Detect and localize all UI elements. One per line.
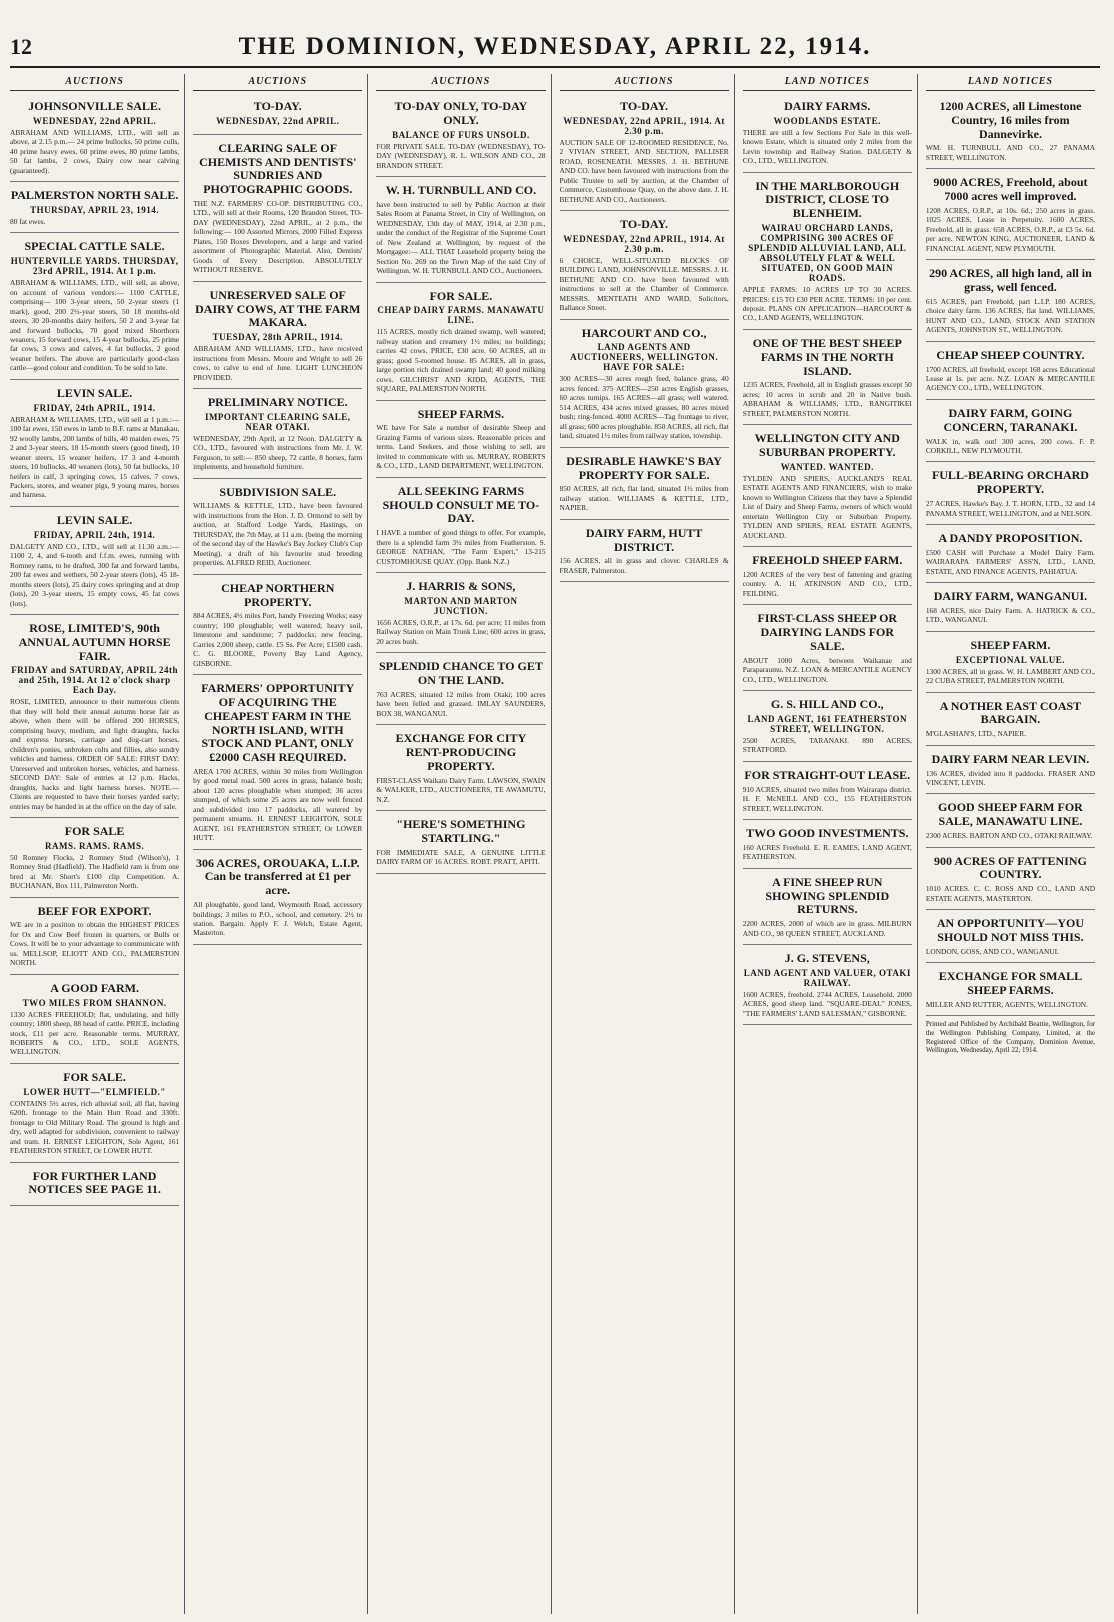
ad-body: WE have For Sale a number of desirable Sheep and Grazing Farms of various sizes. Reasonable prices and terms. Land Seekers, and those wishing to sell, are invited to communicate with us. MURRAY, ROBERTS & CO., LTD., LAND DEPARTMENT, WELLINGTON. xyxy=(376,423,546,471)
masthead xyxy=(10,28,1100,68)
page-number: 12 xyxy=(10,34,32,59)
classified-ad xyxy=(10,96,179,182)
ad-heading: TO-DAY. xyxy=(620,217,669,232)
ad-subheading: RAMS. RAMS. RAMS. xyxy=(44,840,145,851)
ad-body: 1208 ACRES, O.R.P., at 10s. 6d.; 250 acres in grass. 1025 ACRES, Lease in Perpetuity. 1600 ACRES, Freehold, all in grass. 658 ACRES, O.R.P., at £3 5s. 6d. per acre. NEWTON KING, AUCTIONEER, LAND & FINANCIAL AGENT, NEW PLYMOUTH. xyxy=(925,205,1096,253)
ad-body: 2200 ACRES, 2000 of which are in grass. MILBURN AND CO., 98 QUEEN STREET, AUCKLAND. xyxy=(742,919,912,938)
ad-body: I HAVE a number of good things to offer. For example, there is a splendid farm 3½ miles from Featherston. S. GEORGE NATHAN, "The Farm Expert," 13-215 CUSTOMHOUSE QUAY. (Opp. Bank N.Z.) xyxy=(376,528,546,566)
classified-ad xyxy=(926,851,1095,911)
ad-body: 615 ACRES, part Freehold, part L.I.P. 180 ACRES, choice dairy farm. 136 ACRES, flat land. WILLIAMS, HUNT AND CO., LAND, STOCK AND STATION AGENTS, JOHNSTON ST., WELLINGTON. xyxy=(925,296,1096,335)
classified-ad xyxy=(926,403,1095,463)
ad-heading: 900 ACRES OF FATTENING COUNTRY. xyxy=(934,853,1087,882)
ad-body: 910 ACRES, situated two miles from Wairarapa district. H. F. McNEILL AND CO., 155 FEATHERSTON STREET, WELLINGTON. xyxy=(742,784,912,813)
classified-ad xyxy=(560,451,729,520)
ad-heading: SHEEP FARM. xyxy=(970,637,1051,652)
ad-heading: TWO GOOD INVESTMENTS. xyxy=(746,826,909,841)
ad-body: ROSE, LIMITED, announce to their numerous clients that they will hold their annual autumn horse fair as above, when there will be offered 200 HORSES, comprising heavy, medium, and light draughts, hacks and express horses, carriage and dog-cart horses, children's ponies, unbroken colts and fillies, also sundry vehicles and harness. ORDER OF SALE: FIRST DAY: Unreserved and unbroken horses, vehicles, and harness. SECOND DAY: Sale of entries at 12 p.m. Hacks, draughts, hacks and light harness horses. NOTE.—Clients are requested to have their horses yarded early; entries may be handed in at the office on the day of sale. xyxy=(10,697,180,811)
ad-heading: DESIRABLE HAWKE'S BAY PROPERTY FOR SALE. xyxy=(566,453,722,482)
ad-body: 1600 ACRES, freehold. 2744 ACRES, Leasehold. 2000 ACRES, good sheep land. "SQUARE-DEAL" JONES, "THE FARMERS' LAND SALESMAN," GISBORNE. xyxy=(742,989,912,1018)
ad-subheading: BALANCE OF FURS UNSOLD. xyxy=(392,129,530,140)
ad-body: AREA 1700 ACRES, within 30 miles from Wellington by good metal road. 500 acres in grass, balance bush; about 120 acres ploughable when stumped; 36 acres stumped, of which some 25 acres are now well fenced and subdivided into 17 paddocks, all watered by permanent streams. H. ERNEST LEIGHTON, SOLE AGENT, 161 FEATHERSTON STREET, Or LOWER HUTT. xyxy=(193,766,363,843)
ad-body: £500 CASH will Purchase a Model Dairy Farm. WAIRARAPA FARMERS' ASS'N, LTD., LAND, ESTATE, AND FINANCE AGENTS, PAHIATUA. xyxy=(925,547,1096,576)
ad-body: 300 ACRES—30 acres rough feed, balance grass, 40 acres fenced. 375 ACRES—250 acres English grasses, 60 acres turnips. 165 ACRES—all grass; well watered. 514 ACRES, 434 acres mixed grasses, 80 acres mixed bush; ring-fenced. 4000 ACRES—Tag frontage to river, all grass; 600 acres ploughable. 850 ACRES, all rich, flat land, situated 1½ miles from railway station, township. xyxy=(559,374,729,441)
ad-body: CONTAINS 5½ acres, rich alluvial soil, all flat, having 620ft. frontage to the Main Hutt Road and 330ft. frontage to Old Military Road. The ground is high and dry, well adapted for subdivision, convenient to railway and tram. H. ERNEST LEIGHTON, Sole Agent, 161 FEATHERSTON STREET, Or LOWER HUTT. xyxy=(10,1098,180,1156)
classified-ad xyxy=(743,176,912,330)
ad-subheading: WEDNESDAY, 22nd APRIL, 1914. At 2.30 p.m. xyxy=(563,233,725,254)
ad-heading: BEEF FOR EXPORT. xyxy=(37,903,152,918)
ad-heading: 9000 ACRES, Freehold, about 7000 acres well improved. xyxy=(933,175,1088,204)
classified-ad xyxy=(743,694,912,762)
ad-body: THERE are still a few Sections For Sale in this well-known Estate, which is situated only 2 miles from the Levin township and Railway Station. DALGETY & CO., LTD., WELLINGTON. xyxy=(742,127,912,166)
ad-heading: JOHNSONVILLE SALE. xyxy=(28,99,161,113)
ad-heading: GOOD SHEEP FARM FOR SALE, MANAWATU LINE. xyxy=(938,800,1083,829)
ad-subheading: LOWER HUTT—"ELMFIELD." xyxy=(23,1086,166,1097)
ad-body: 763 ACRES, situated 12 miles from Otaki; 100 acres have been felled and grassed. IMLAY SAUNDERS, BOX 38, WANGANUI. xyxy=(376,689,546,718)
ad-body: 1235 ACRES, Freehold, all in English grasses except 50 acres; 10 acres in scrub and 20 in Native bush. ABRAHAM & WILLIAMS, LTD., RANGITIKEI STREET, PALMERSTON NORTH. xyxy=(742,380,912,418)
ad-heading: 290 ACRES, all high land, all in grass, well fenced. xyxy=(929,266,1092,295)
ad-body: 160 ACRES Freehold. E. R. EAMES, LAND AGENT, FEATHERSTON. xyxy=(742,842,912,862)
ad-body: TYLDEN AND SPIERS, AUCKLAND'S REAL ESTATE AGENTS AND FINANCIERS, wish to make known to Wellington Citizens that they have a Splendid List of Dairy and Sheep Farms, owners of which would entertain Wellington City or Suburban Property. TYLDEN AND SPIERS, REAL ESTATE AGENTS, AUCKLAND. xyxy=(742,473,912,540)
column-heading: AUCTIONS xyxy=(10,76,179,91)
ad-heading: FREEHOLD SHEEP FARM. xyxy=(752,553,903,568)
ad-body: DALGETY AND CO., LTD., will sell at 11.30 a.m.:— 1100 2, 4, and 6-tooth and f.f.m. ewes, running with Romney rams, to be drafted, 300 fat and forward lambs, 200 fat ewes and wethers, 50 2-year steers (lots), 45 18-months steers (lots), 25 dairy cows springing and at drop (lots), 20 3-year steers, 15 empty cows, 45 fat cows (lots). xyxy=(10,541,180,608)
ad-body: 850 ACRES, all rich, flat land, situated 1½ miles from railway station. WILLIAMS & KETTLE, LTD., NAPIER. xyxy=(559,484,729,513)
ad-subheading: WAIRAU ORCHARD LANDS, COMPRISING 300 ACRES OF SPLENDID ALLUVIAL LAND, ALL ABSOLUTELY FLAT & WELL SITUATED, ON GOOD MAIN ROADS. xyxy=(748,223,907,284)
classified-ad xyxy=(743,428,912,547)
ad-body: LONDON, GOSS, AND CO., WANGANUI. xyxy=(925,946,1059,956)
classified-ad xyxy=(193,853,362,945)
classified-ad xyxy=(560,323,729,448)
ad-heading: EXCHANGE FOR SMALL SHEEP FARMS. xyxy=(938,969,1083,997)
ad-subheading: LAND AGENT, 161 FEATHERSTON STREET, WELLINGTON. xyxy=(747,713,908,734)
classified-ad xyxy=(926,797,1095,847)
classified-ad xyxy=(193,285,362,389)
ad-body: WE are in a position to obtain the HIGHEST PRICES for Ox and Cow Beef frozen in quarters, or Bulls or Cows. It will be to your advantage to communicate with us. MELLSOP, ELIOTT AND CO., PALMERSTON NORTH. xyxy=(10,920,180,968)
classified-ad xyxy=(926,966,1095,1016)
column-1 xyxy=(10,74,185,1614)
ad-body: THE N.Z. FARMERS' CO-OP. DISTRIBUTING CO., LTD., will sell at their Rooms, 120 Brandon Street, TO-DAY (WEDNESDAY), 22nd APRIL, at 2 p.m., the following:— 100 Assorted Mirrors, 2000 Filled Express Plates, 150 Boxes Developers, and a large and varied assortment of Photographic Material. Also, Dentists' Goods of Every Description. ABSOLUTELY WITHOUT RESERVE. xyxy=(193,198,363,275)
classified-ad xyxy=(926,528,1095,583)
classified-ad xyxy=(743,823,912,869)
ad-body: 115 ACRES, mostly rich drained swamp, well watered; railway station and creamery 1½ miles; no buildings; carries 42 cows. PRICE, £30 acre. 60 ACRES, all in grass; good 5-roomed house. 85 ACRES, all in grass, large portion rich drained swamp land; 40 good milking cows. GILCHRIST AND KIDD, AGENTS, THE SQUARE, PALMERSTON NORTH. xyxy=(376,327,546,394)
classified-ad xyxy=(743,608,912,691)
classified-ad xyxy=(193,678,362,850)
ad-subheading: WEDNESDAY, 22nd APRIL. xyxy=(216,115,340,126)
ad-subheading: WEDNESDAY, 22nd APRIL. xyxy=(32,115,157,126)
ad-body: 2300 ACRES. BARTON AND CO., OTAKI RAILWAY. xyxy=(925,831,1093,841)
ad-heading: DAIRY FARM, HUTT DISTRICT. xyxy=(585,525,703,554)
ad-body: 27 ACRES, Hawke's Bay. J. T. HORN, LTD., 32 and 14 PANAMA STREET, WELLINGTON, and at NELSON. xyxy=(925,499,1096,518)
ad-heading: ALL SEEKING FARMS SHOULD CONSULT ME TO-DAY. xyxy=(382,483,540,526)
ad-subheading: WANTED. WANTED. xyxy=(780,461,874,472)
ad-heading: PALMERSTON NORTH SALE. xyxy=(10,188,179,203)
ad-body: have been instructed to sell by Public Auction at their Sales Room at Panama Street, in City of Wellington, on WEDNESDAY, 13th day of MAY, 1914, at 2.30 p.m., under the conduct of the Registrar of the Supreme Court of New Zealand at Wellington, by request of the Mortgagee:— ALL THAT Leasehold property being the Section No. 269 on the Town Map of the said City of Wellington. W. H. TURNBULL AND CO., Auctioneers. xyxy=(376,199,546,276)
classified-ad xyxy=(193,96,362,135)
column-4 xyxy=(560,74,735,1614)
ad-body: WILLIAMS & KETTLE, LTD., have been favoured with instructions from the Hon. J. D. Ormond to sell by auction, at Stafford Lodge Yards, Hastings, on THURSDAY, the 7th May, at 11 a.m. (being the morning of the second day of the Hawke's Bay Jockey Club's Cup Meeting), a draft of his favourite stud breeding properties. ALFRED REID, Auctioneer. xyxy=(193,501,363,568)
ad-heading: LEVIN SALE. xyxy=(56,385,133,400)
ad-subheading: LAND AGENT AND VALUER, OTAKI RAILWAY. xyxy=(743,967,911,988)
ad-heading: FOR SALE xyxy=(64,824,125,838)
ad-body: FOR PRIVATE SALE. TO-DAY (WEDNESDAY), TO-DAY (WEDNESDAY). R. L. WILSON AND CO., 28 BRANDON STREET. xyxy=(376,141,546,170)
ad-body: ABRAHAM & WILLIAMS, LTD., will sell, as above, on account of various vendors:— 1100 CATTLE, comprising— 100 3-year steers, 50 2-year steers (1 mark), good, 200 2½-year steers, 50 18 months-old steers, 30 20-months dairy heifers, 50 2 and 3-year fat and forward bullocks, 70 good mixed Shorthorn weaners, 15 forward cows, 15 4-year bullocks, 25 prime fat cows, 3 cows and calves, 4 fat bullocks, 2 good weaner heifers. The above are particularly good-class cattle—good colour and condition. To be sold to late. xyxy=(10,278,180,373)
classified-ad xyxy=(193,578,362,675)
column-3 xyxy=(376,74,551,1614)
classified-ad xyxy=(10,618,179,818)
ad-subheading: WOODLANDS ESTATE. xyxy=(773,115,881,126)
classified-ad xyxy=(10,383,179,507)
ad-body: 50 Romney Flocks, 2 Romney Stud (Wilson's), 1 Romney Stud (Hadfield). The Hadfield ram is from one bred at Mr. Short's £100 clip Competition. A. BUCHANAN, Box 111, Palmerston North. xyxy=(10,852,180,891)
ad-body: AUCTION SALE OF 12-ROOMED RESIDENCE, No. 2 VIVIAN STREET, AND SECTION, PALLISER ROAD, ROSENEATH. MESSRS. J. H. BETHUNE AND CO. have been favoured with instructions from the Public Trustee to sell by auction, at the Chamber of Commerce, Customhouse Quay, on the above date. J. H. BETHUNE AND CO., Auctioneers. xyxy=(559,137,729,204)
ad-heading: FULL-BEARING ORCHARD PROPERTY. xyxy=(931,468,1089,497)
ad-body: ABRAHAM AND WILLIAMS, LTD., will sell as above, at 2.15 p.m.— 24 prime bullocks, 50 prime culls, 40 prime heavy ewes, 60 prime ewes, 80 prime lambs, 50 fat lambs, 2 cows, Dairy cow near calving (guaranteed). xyxy=(10,127,180,175)
classified-ad xyxy=(376,481,545,573)
ad-body: WEDNESDAY, 29th April, at 12 Noon. DALGETY & CO., LTD., favoured with instructions from Mr. J. W. Ferguson, to sell:— 850 sheep, 72 cattle, 8 horses, farm implements, and household furniture. xyxy=(193,433,363,472)
ad-heading: PRELIMINARY NOTICE. xyxy=(207,395,348,409)
ad-body: APPLE FARMS: 10 ACRES UP TO 30 ACRES. PRICES: £15 TO £30 PER ACRE. TERMS: 10 per cent. deposit. PLANS ON APPLICATION—HARCOURT & CO., LAND AGENTS, WELLINGTON. xyxy=(742,285,912,323)
ad-body: 156 ACRES, all in grass and clover. CHARLES & FRASER, Palmerston. xyxy=(559,556,729,575)
ad-body: ABRAHAM & WILLIAMS, LTD., will sell at 1 p.m.:— 100 fat ewes, 150 ewes in lamb to B.F. rams at Manakau, 92 woolly lambs, 200 lambs of hills, 40 maiden ewes, 75 2 and 3-year steers, 18 15-month steers (good lined), 10 weaner steers, 15 weaner heifers, 17 3 and 4-month steers, 10 bullocks, 40 weaners (lots), 50 fat bullocks, 10 heifers in calf, 3 springing cows, 15 calves, 7 cows, Packers, stores, and weaner pigs, 9 young mares, horses and harness. xyxy=(10,414,180,500)
ad-body: FIRST-CLASS Waikato Dairy Farm. LAWSON, SWAIN & WALKER, LTD., AUCTIONEERS, TE AWAMUTU, N.Z. xyxy=(376,775,546,804)
ad-heading: CLEARING SALE OF CHEMISTS AND DENTISTS' SUNDRIES AND PHOTOGRAPHIC GOODS. xyxy=(199,140,357,197)
ad-heading: FARMERS' OPPORTUNITY OF ACQUIRING THE CHEAPEST FARM IN THE NORTH ISLAND, WITH STOCK AND PLANT, ONLY £2000 CASH REQUIRED. xyxy=(201,681,355,765)
classified-ad xyxy=(10,236,179,379)
ad-heading: SPLENDID CHANCE TO GET ON THE LAND. xyxy=(378,659,543,688)
classified-ad xyxy=(926,96,1095,169)
ad-heading: G. S. HILL AND CO., xyxy=(770,697,884,712)
classified-ad xyxy=(743,872,912,945)
ad-heading: A FINE SHEEP RUN SHOWING SPLENDID RETURNS. xyxy=(765,874,890,917)
classified-ad xyxy=(193,482,362,575)
ad-subheading: EXCEPTIONAL VALUE. xyxy=(955,654,1066,665)
ad-subheading: TUESDAY, 28th APRIL, 1914. xyxy=(212,332,343,343)
ad-heading: AN OPPORTUNITY—YOU SHOULD NOT MISS THIS. xyxy=(936,916,1085,944)
classified-ad xyxy=(560,214,729,320)
ad-body: 884 ACRES, 4½ miles Port, handy Freezing Works; easy country; 100 ploughable; well watered; heavy soil, limestone and sandstone; 7 paddocks; new fencing. Carries 2,000 sheep, cattle. £5 Ss. Per Acre; £1500 cash. C. G. BLOORE, Poverty Bay Land Agency, GISBORNE. xyxy=(193,611,363,668)
classified-ad xyxy=(376,656,545,725)
classified-ad xyxy=(376,814,545,874)
ad-heading: 1200 ACRES, all Limestone Country, 16 miles from Dannevirke. xyxy=(939,99,1082,141)
classified-ad xyxy=(10,978,179,1064)
ad-heading: "HERE'S SOMETHING STARTLING." xyxy=(396,817,526,845)
column-2 xyxy=(193,74,368,1614)
ad-heading: W. H. TURNBULL AND CO. xyxy=(385,183,537,197)
column-heading: LAND NOTICES xyxy=(743,76,912,91)
classified-ad xyxy=(10,901,179,975)
ad-heading: ONE OF THE BEST SHEEP FARMS IN THE NORTH ISLAND. xyxy=(752,335,902,378)
classified-ad xyxy=(926,749,1095,795)
ad-subheading: WEDNESDAY, 22nd APRIL, 1914. At 2.30 p.m. xyxy=(563,115,725,136)
classified-ad xyxy=(10,510,179,615)
ad-heading: HARCOURT AND CO., xyxy=(581,325,707,340)
classified-ad xyxy=(193,138,362,282)
ad-subheading: FRIDAY and SATURDAY, APRIL 24th and 25th, 1914. At 12 o'clock sharp Each Day. xyxy=(11,665,178,696)
classified-ad xyxy=(376,576,545,653)
ad-body: 6 CHOICE, WELL-SITUATED BLOCKS OF BUILDING LAND, JOHNSONVILLE. MESSRS. J. H. BETHUNE AND CO. have been favoured with instructions to sell at the Chamber of Commerce. MESSRS. MENTEATH AND WARD, Solicitors, Ballance Street. xyxy=(559,255,729,313)
ad-subheading: THURSDAY, APRIL 23, 1914. xyxy=(30,204,160,215)
ad-heading: J. HARRIS & SONS, xyxy=(406,579,516,594)
ad-heading: FOR FURTHER LAND NOTICES SEE PAGE 11. xyxy=(28,1168,161,1197)
classified-ad xyxy=(743,765,912,820)
ad-body: ABOUT 1000 Acres, between Waikanae and Paraparaumu. N.Z. LOAN & MERCANTILE AGENCY CO., LTD., WELLINGTON. xyxy=(742,655,912,684)
ad-body: 136 ACRES, divided into 8 paddocks. FRASER AND VINCENT, LEVIN. xyxy=(925,768,1096,787)
classified-ad xyxy=(743,550,912,605)
classified-ad xyxy=(926,263,1095,341)
column-5 xyxy=(743,74,918,1614)
column-heading: LAND NOTICES xyxy=(926,76,1095,91)
ad-heading: TO-DAY. xyxy=(253,99,302,113)
ad-heading: TO-DAY. xyxy=(620,99,669,113)
ad-heading: J. G. STEVENS, xyxy=(784,951,870,966)
ad-heading: SUBDIVISION SALE. xyxy=(219,484,337,499)
classified-ad xyxy=(926,345,1095,400)
ad-subheading: CHEAP DAIRY FARMS. MANAWATU LINE. xyxy=(377,305,545,326)
classified-ad xyxy=(926,172,1095,260)
ad-body: M'GLASHAN'S, LTD., NAPIER. xyxy=(925,729,1026,739)
ad-heading: DAIRY FARM, GOING CONCERN, TARANAKI. xyxy=(943,405,1078,434)
ad-body: WALK in, walk out! 300 acres, 200 cows. F. P. CORKILL, NEW PLYMOUTH. xyxy=(925,436,1096,455)
ad-heading: IN THE MARLBOROUGH DISTRICT, CLOSE TO BLENHEIM. xyxy=(755,178,900,221)
ad-heading: FOR SALE. xyxy=(429,288,493,303)
classified-ad xyxy=(193,392,362,479)
ad-subheading: FRIDAY, APRIL 24th, 1914. xyxy=(33,529,156,540)
classified-ad xyxy=(376,96,545,177)
ad-heading: ROSE, LIMITED'S, 90th ANNUAL AUTUMN HORSE FAIR. xyxy=(18,620,171,663)
ad-heading: CHEAP NORTHERN PROPERTY. xyxy=(221,580,335,609)
ad-heading: DAIRY FARMS. xyxy=(784,99,871,113)
classified-ad xyxy=(743,96,912,173)
column-heading: AUCTIONS xyxy=(376,76,545,91)
ad-heading: FOR SALE. xyxy=(63,1069,126,1084)
classified-ad xyxy=(10,1166,179,1207)
ad-heading: WELLINGTON CITY AND SUBURBAN PROPERTY. xyxy=(754,431,900,459)
ad-subheading: LAND AGENTS AND AUCTIONEERS, WELLINGTON. HAVE FOR SALE: xyxy=(570,342,719,373)
ad-body: All ploughable, good land, Weymouth Road, accessory buildings; 3 miles to P.O., school, and cemetery. 2½ to station. Bargain. Apply F. J. Welch, Estate Agent, Masterton. xyxy=(193,900,363,938)
ad-heading: A NOTHER EAST COAST BARGAIN. xyxy=(939,698,1082,727)
ad-body: 1200 ACRES of the very best of fattening and grazing country. A. H. ATKINSON AND CO., LTD., FEILDING. xyxy=(742,569,912,598)
ad-heading: LEVIN SALE. xyxy=(56,512,133,527)
ad-heading: CHEAP SHEEP COUNTRY. xyxy=(936,347,1085,362)
classified-ad xyxy=(376,286,545,401)
ad-body: 1330 ACRES FREEHOLD; flat, undulating, and hilly country; 1800 sheep, 88 head of cattle. PRICE, including stock, £11 per acre. Reasonable terms. MURRAY, ROBERTS & CO., LTD., SOLE AGENTS, WELLINGTON. xyxy=(10,1009,180,1057)
classified-ad xyxy=(926,465,1095,525)
classified-ad xyxy=(926,696,1095,746)
ad-heading: A GOOD FARM. xyxy=(50,980,139,995)
ad-heading: DAIRY FARM, WANGANUI. xyxy=(933,589,1088,604)
ad-body: MILLER AND RUTTER, AGENTS, WELLINGTON. xyxy=(925,999,1088,1009)
classified-ad xyxy=(10,185,179,233)
ad-heading: TO-DAY ONLY, TO-DAY ONLY. xyxy=(394,99,528,127)
ad-body: 1700 ACRES, all freehold, except 168 acres Educational Lease at 1s. per acre. N.Z. LOAN & MERCANTILE AGENCY CO., LTD., WELLINGTON. xyxy=(925,364,1096,393)
classified-ad xyxy=(560,523,729,583)
classified-ad xyxy=(376,404,545,478)
classified-ad xyxy=(10,821,179,898)
classified-ad xyxy=(10,1067,179,1163)
imprint-footer: Printed and Published by Archibald Beattie, Wellington, for the Wellington Publishing Company, Limited, at the Registered Office of the Company, Dominion Avenue, Wellington, Wednesday, April 22, 1914. xyxy=(925,1020,1096,1055)
ad-body: ABRAHAM AND WILLIAMS, LTD., have received instructions from Messrs. Moore and Wright to sell 26 cows, to calve to end of June. LIGHT LUNCHEON PROVIDED. xyxy=(193,344,363,382)
ad-heading: EXCHANGE FOR CITY RENT-PRODUCING PROPERTY. xyxy=(395,731,527,773)
ad-heading: DAIRY FARM NEAR LEVIN. xyxy=(931,751,1090,766)
column-6 xyxy=(926,74,1100,1614)
ad-heading: SPECIAL CATTLE SALE. xyxy=(24,239,165,254)
ad-body: 1300 ACRES, all in grass. W. H. LAMBERT AND CO., 22 CUBA STREET, PALMERSTON NORTH. xyxy=(925,666,1096,686)
column-heading: AUCTIONS xyxy=(193,76,362,91)
ad-body: FOR IMMEDIATE SALE, A GENUINE LITTLE DAIRY FARM OF 16 ACRES. ROBT. PRATT, APITI. xyxy=(376,847,546,867)
classified-ad xyxy=(926,586,1095,632)
newspaper-title: THE DOMINION, WEDNESDAY, APRIL 22, 1914. xyxy=(238,33,872,60)
classified-ad xyxy=(376,180,545,283)
ad-heading: FOR STRAIGHT-OUT LEASE. xyxy=(744,767,911,782)
ad-subheading: IMPORTANT CLEARING SALE, NEAR OTAKI. xyxy=(204,411,351,432)
ad-subheading: HUNTERVILLE YARDS. THURSDAY, 23rd APRIL, 1914. At 1 p.m. xyxy=(10,256,179,277)
ad-heading: 306 ACRES, OROUAKA, L.I.P. Can be transferred at £1 per acre. xyxy=(195,855,360,898)
ad-subheading: MARTON AND MARTON JUNCTION. xyxy=(404,595,518,616)
ad-heading: A DANDY PROPOSITION. xyxy=(938,531,1083,545)
classified-ad xyxy=(926,913,1095,963)
ad-heading: UNRESERVED SALE OF DAIRY COWS, AT THE FARM MAKARA. xyxy=(195,287,361,330)
classified-ad xyxy=(743,948,912,1025)
ad-body: 168 ACRES, nice Dairy Farm. A. HATRICK & CO., LTD., WANGANUI. xyxy=(925,606,1096,625)
ad-body: 1656 ACRES, O.R.P., at 17s. 6d. per acre; 11 miles from Railway Station on Main Trunk Line; 600 acres in grass, 20 acres bush. xyxy=(376,617,546,646)
ad-subheading: TWO MILES FROM SHANNON. xyxy=(22,997,167,1008)
classified-ad xyxy=(560,96,729,211)
ad-body: WM. H. TURNBULL AND CO., 27 PANAMA STREET, WELLINGTON. xyxy=(925,143,1096,162)
classified-ad xyxy=(743,333,912,425)
classified-ad xyxy=(376,728,545,811)
classified-ad xyxy=(926,635,1095,693)
ad-body: 80 fat ewes. xyxy=(10,216,46,226)
ad-heading: FIRST-CLASS SHEEP OR DAIRYING LANDS FOR SALE. xyxy=(757,611,898,653)
columns xyxy=(10,74,1100,1614)
ad-body: 2500 ACRES, TARANAKI. 890 ACRES, STRATFORD. xyxy=(742,735,912,755)
ad-heading: SHEEP FARMS. xyxy=(417,406,505,421)
column-heading: AUCTIONS xyxy=(560,76,729,91)
ad-subheading: FRIDAY, 24th APRIL, 1914. xyxy=(33,402,156,413)
ad-body: 1010 ACRES. C. C. ROSS AND CO., LAND AND ESTATE AGENTS, MASTERTON. xyxy=(925,884,1096,903)
